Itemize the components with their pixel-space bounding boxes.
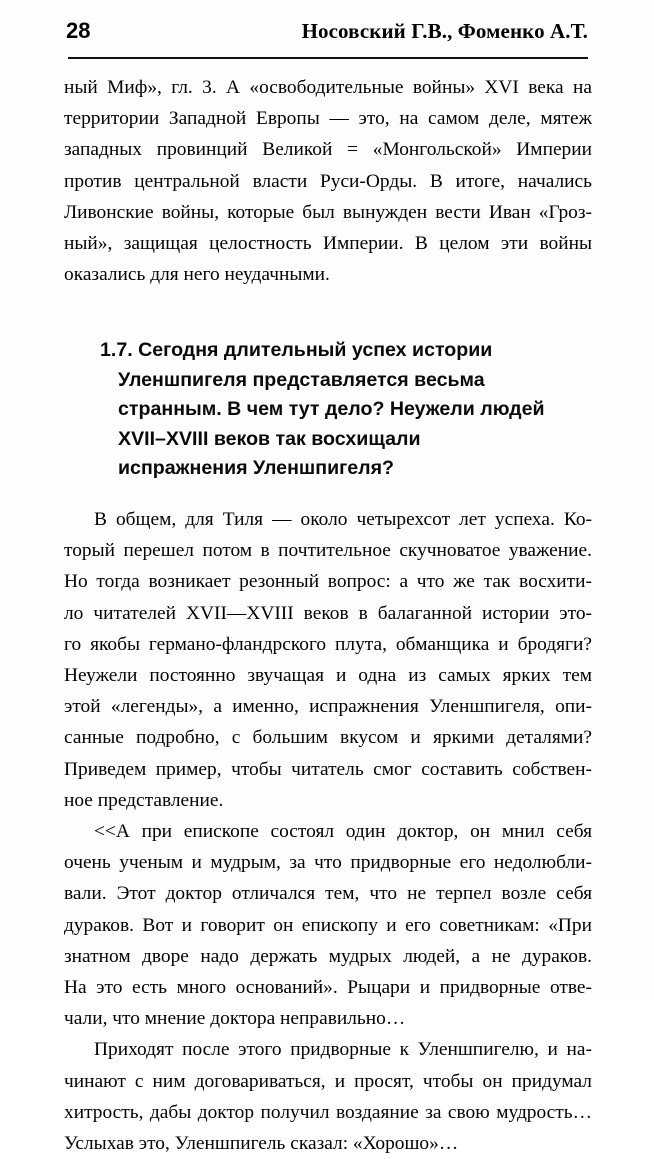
text-line: этой «легенды», а именно, испражнения Уленшпигеля, опи-: [64, 696, 592, 718]
text-line: вали. Этот доктор отличался тем, что не терпел возле себя: [64, 883, 592, 905]
text-line: хитрость, дабы доктор получил воздаяние за свою мудрость…: [64, 1101, 592, 1123]
spacer: [64, 484, 592, 504]
section-heading: [100, 336, 560, 484]
heading-line: Уленшпигеля представляется весьма: [118, 368, 485, 391]
text-line: На это есть много оснований». Рыцари и придворные отве-: [64, 976, 592, 998]
page-number: 28: [66, 18, 91, 43]
heading-line: испражнения Уленшпигеля?: [118, 457, 395, 480]
heading-line: XVII–XVIII веков так восхищали: [118, 427, 421, 450]
paragraph-quotation: [64, 816, 592, 1034]
running-head-authors: Носовский Г.В., Фоменко А.Т.: [301, 19, 588, 43]
text-line: Приведем пример, чтобы читатель смог составить собствен-: [64, 758, 592, 780]
text-line: знатном дворе надо держать мудрых людей, а не дураков.: [64, 945, 592, 967]
text-line: <<А при епископе состоял один доктор, он мнил себя: [94, 820, 592, 842]
heading-line: 1.7. Сегодня длительный успех истории: [100, 339, 493, 362]
text-line: дураков. Вот и говорит он епископу и его советникам: «При: [64, 914, 592, 936]
text-line: Неужели постоянно звучащая и одна из самых ярких тем: [64, 664, 592, 686]
text-line: го якобы германо-фландрского плута, обманщика и бродяги?: [64, 633, 592, 655]
text-line: очень ученым и мудрым, за что придворные его недолюбли-: [64, 852, 592, 874]
header-rule: [68, 57, 588, 59]
text-line: ло читателей XVII—XVIII веков в балаганной истории это-: [64, 602, 592, 624]
text-line: против центральной власти Руси-Орды. В итоге, начались: [64, 170, 592, 192]
text-line: Приходят после этого придворные к Уленшпигелю, и на-: [94, 1039, 592, 1061]
text-line: Но тогда возникает резонный вопрос: а что же так восхити-: [64, 571, 592, 593]
text-line: Ливонские войны, которые был вынужден вести Иван «Гроз-: [64, 201, 592, 223]
running-head: [66, 20, 588, 54]
text-block: [64, 72, 592, 1159]
text-line: Услыхав это, Уленшпигель сказал: «Хорошо»…: [64, 1132, 459, 1154]
text-line: чали, что мнение доктора неправильно…: [64, 1008, 406, 1030]
heading-line: странным. В чем тут дело? Неужели людей: [118, 398, 545, 421]
text-line: западных провинций Великой = «Монгольской» Империи: [64, 139, 592, 161]
text-line: торый перешел потом в почтительное скучноватое уважение.: [64, 540, 592, 562]
text-line: территории Западной Европы — это, на самом деле, мятеж: [64, 108, 592, 130]
text-line: В общем, для Тиля — около четырехсот лет успеха. Ко-: [94, 508, 592, 530]
text-line: чинают с ним договариваться, и просят, чтобы он придумал: [64, 1070, 592, 1092]
text-line: ный», защищая целостность Империи. В целом эти войны: [64, 233, 592, 255]
text-line: ное представление.: [64, 789, 224, 811]
paragraph-body: [64, 504, 592, 816]
paragraph-continued: [64, 72, 592, 290]
text-line: ный Миф», гл. 3. А «освободительные войны» XVI века на: [64, 77, 592, 98]
text-line: оказались для него неудачными.: [64, 264, 330, 286]
spacer: [64, 290, 592, 336]
paragraph-quotation-continued: [64, 1034, 592, 1159]
text-line: санные подробно, с большим вкусом и яркими деталями?: [64, 727, 592, 749]
